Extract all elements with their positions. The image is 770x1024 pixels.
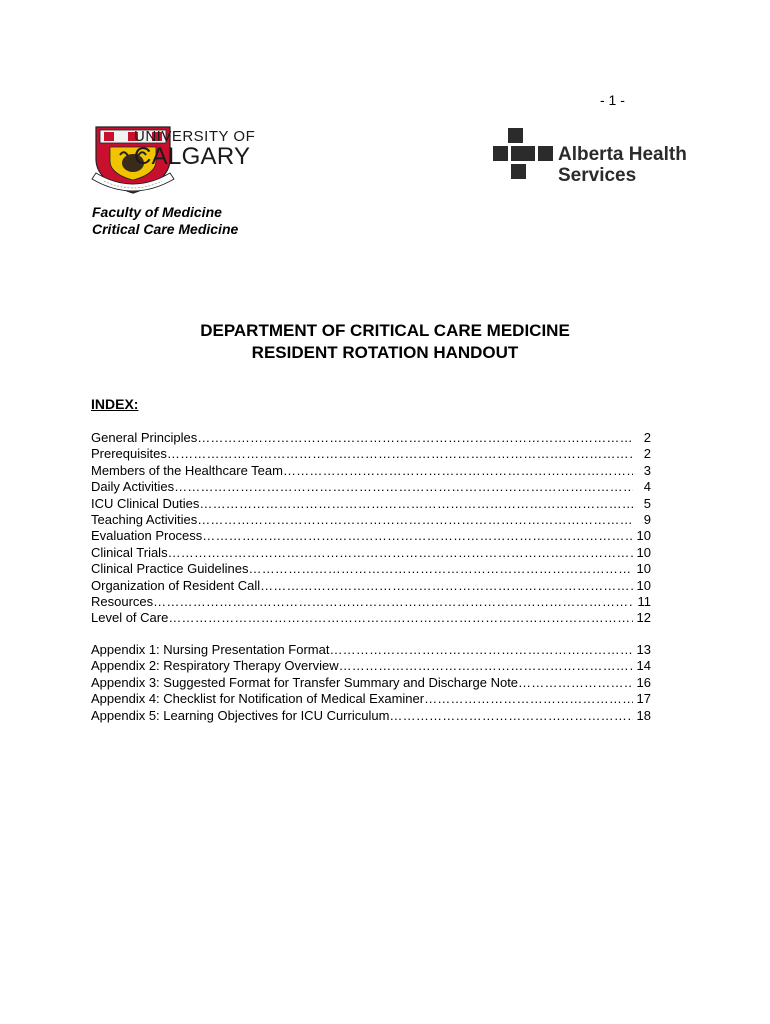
toc-entry-page: 5 (643, 495, 651, 511)
appendix-entry[interactable] (91, 658, 651, 674)
toc-entry-page: 10 (636, 577, 651, 593)
index-heading: INDEX: (91, 396, 139, 412)
dot-leader (168, 610, 632, 626)
appendix-entry-title: Appendix 5: Learning Objectives for ICU Curriculum (91, 707, 390, 723)
toc-entry-title: Teaching Activities (91, 512, 198, 528)
appendix-list (91, 642, 651, 724)
table-of-contents (91, 430, 651, 627)
dot-leader (174, 479, 633, 495)
toc-entry-title: General Principles (91, 430, 198, 445)
dot-leader (260, 578, 632, 594)
appendix-entry-title: Appendix 3: Suggested Format for Transfer Summary and Discharge Note (91, 674, 519, 690)
toc-entry-title: Members of the Healthcare Team (91, 462, 283, 478)
dot-leader (197, 430, 633, 446)
dot-leader (199, 496, 633, 512)
appendix-entry-page: 18 (636, 707, 651, 723)
uofc-name-line2: CALGARY (134, 143, 251, 170)
dot-leader (329, 642, 632, 658)
dot-leader (249, 561, 633, 577)
dot-leader (167, 446, 633, 462)
toc-entry-page: 2 (643, 430, 651, 445)
toc-entry-page: 2 (643, 446, 651, 462)
dot-leader (389, 708, 632, 724)
dot-leader (202, 528, 632, 544)
toc-entry-title: Daily Activities (91, 479, 175, 495)
toc-entry-page: 12 (636, 610, 651, 626)
appendix-entry[interactable] (91, 708, 651, 724)
toc-entry[interactable] (91, 463, 651, 479)
alberta-health-services-logo (492, 127, 692, 187)
toc-entry-title: Clinical Trials (91, 544, 168, 560)
appendix-entry-title: Appendix 2: Respiratory Therapy Overview (91, 658, 339, 674)
dot-leader (197, 512, 633, 528)
toc-entry-page: 11 (637, 594, 651, 610)
toc-entry-title: Level of Care (91, 610, 169, 626)
toc-entry[interactable] (91, 561, 651, 577)
ahs-name-line2: Services (558, 165, 637, 186)
toc-entry[interactable] (91, 430, 651, 446)
toc-entry-page: 10 (636, 561, 651, 577)
university-of-calgary-logo (90, 125, 280, 197)
toc-entry[interactable] (91, 610, 651, 626)
toc-entry-title: Resources (91, 594, 154, 610)
toc-entry-page: 9 (643, 512, 651, 528)
dot-leader (424, 691, 632, 707)
toc-entry-title: Evaluation Process (91, 528, 203, 544)
toc-entry[interactable] (91, 594, 651, 610)
toc-entry[interactable] (91, 512, 651, 528)
appendix-entry-title: Appendix 4: Checklist for Notification of Medical Examiner (91, 691, 425, 707)
toc-entry[interactable] (91, 496, 651, 512)
toc-entry-page: 3 (643, 462, 651, 478)
dot-leader (339, 658, 633, 674)
faculty-heading (92, 204, 238, 238)
document-title (0, 320, 770, 364)
toc-entry[interactable] (91, 479, 651, 495)
appendix-entry[interactable] (91, 691, 651, 707)
appendix-entry-page: 16 (636, 674, 651, 690)
ahs-cross-icon (492, 127, 554, 187)
toc-entry-title: Organization of Resident Call (91, 577, 261, 593)
toc-entry-page: 10 (636, 528, 651, 544)
dot-leader (168, 545, 633, 561)
toc-entry[interactable] (91, 578, 651, 594)
toc-entry[interactable] (91, 528, 651, 544)
toc-entry[interactable] (91, 446, 651, 462)
ahs-name-line1: Alberta Health (558, 144, 687, 165)
faculty-line: Faculty of Medicine (92, 204, 222, 220)
toc-entry-page: 10 (636, 544, 651, 560)
toc-entry[interactable] (91, 545, 651, 561)
appendix-entry-page: 13 (636, 642, 651, 657)
uofc-name-line1: UNIVERSITY OF (134, 128, 256, 145)
appendix-entry-title: Appendix 1: Nursing Presentation Format (91, 642, 330, 657)
dot-leader (153, 594, 633, 610)
appendix-entry[interactable] (91, 675, 651, 691)
appendix-entry-page: 14 (636, 658, 651, 674)
title-line2: RESIDENT ROTATION HANDOUT (251, 343, 519, 362)
toc-entry-title: Prerequisites (91, 446, 167, 462)
title-line1: DEPARTMENT OF CRITICAL CARE MEDICINE (200, 321, 570, 340)
dot-leader (518, 675, 632, 691)
appendix-entry-page: 17 (636, 691, 651, 707)
page-number: - 1 - (600, 92, 625, 108)
toc-entry-title: ICU Clinical Duties (91, 495, 200, 511)
appendix-entry[interactable] (91, 642, 651, 658)
toc-entry-page: 4 (643, 479, 651, 495)
department-line: Critical Care Medicine (92, 221, 239, 237)
dot-leader (283, 463, 633, 479)
toc-entry-title: Clinical Practice Guidelines (91, 561, 249, 577)
